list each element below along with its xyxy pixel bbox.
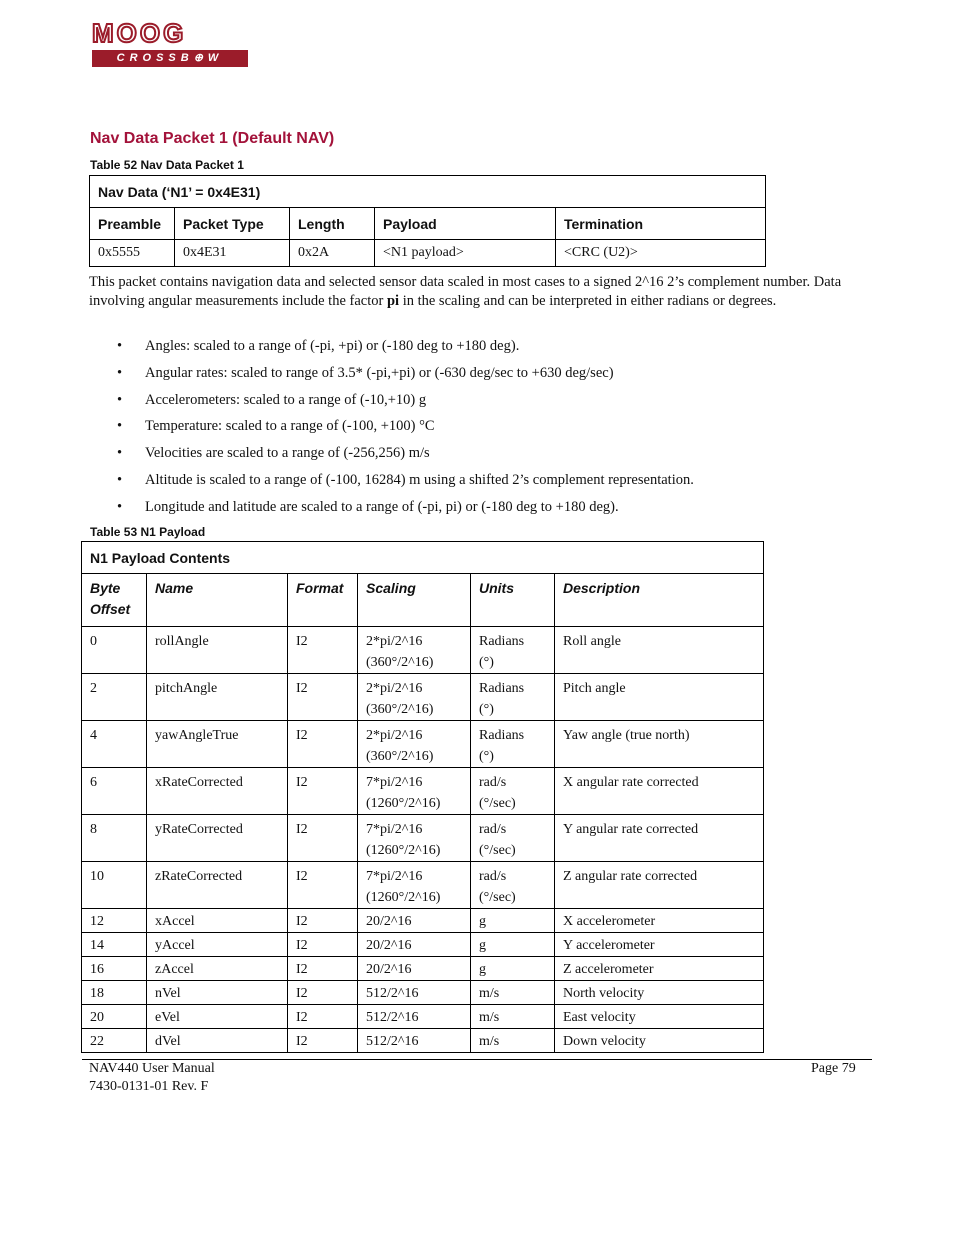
cell-byte-offset-text: 2 [90, 681, 97, 696]
cell-units [471, 674, 555, 721]
cell-name [147, 627, 288, 674]
cell-description [555, 957, 764, 981]
cell-format [288, 957, 358, 981]
cell-scaling-text: (360°/2^16) [366, 655, 434, 670]
cell-scaling-text: 20/2^16 [366, 962, 412, 977]
cell-units-text: m/s [479, 1010, 500, 1025]
list-item [117, 470, 694, 497]
list-item [117, 390, 694, 417]
cell-description [555, 815, 764, 862]
cell-scaling [358, 674, 471, 721]
bullet-icon: • [117, 471, 123, 488]
cell-description-text: Roll angle [563, 634, 621, 649]
cell-format [288, 815, 358, 862]
cell-units-text: rad/s [479, 869, 507, 884]
bullet-text: Velocities are scaled to a range of (-256,256) m/s [145, 445, 430, 462]
cell-format [288, 909, 358, 933]
cell-byte-offset-text: 20 [90, 1010, 104, 1025]
cell-units [471, 815, 555, 862]
cell-byte-offset-text: 12 [90, 914, 104, 929]
cell-format [288, 721, 358, 768]
cell-description-text: Z accelerometer [563, 962, 654, 977]
cell-units-text: (°) [479, 655, 494, 670]
footer-manual-title: NAV440 User Manual [89, 1061, 215, 1076]
cell-name-text: yAccel [155, 938, 195, 953]
cell-scaling [358, 815, 471, 862]
cell-scaling-text: 2*pi/2^16 [366, 728, 423, 743]
table2-title: N1 Payload Contents [82, 542, 764, 574]
cell-scaling [358, 981, 471, 1005]
cell-scaling-text: 512/2^16 [366, 986, 419, 1001]
cell-units-text: Radians [479, 634, 525, 649]
cell-description [555, 627, 764, 674]
table-row [82, 1005, 764, 1029]
cell-scaling-text: 7*pi/2^16 [366, 822, 423, 837]
cell-name [147, 981, 288, 1005]
cell-units-text: (°) [479, 702, 494, 717]
cell-units [471, 1005, 555, 1029]
cell-units [471, 957, 555, 981]
cell-description-text: X angular rate corrected [563, 775, 699, 790]
cell-units-text: (°/sec) [479, 843, 516, 858]
cell-format [288, 768, 358, 815]
table2-header-byte-offset [82, 574, 147, 627]
paragraph-bold-pi: pi [386, 292, 400, 309]
cell-description-text: Y angular rate corrected [563, 822, 699, 837]
cell-name [147, 1005, 288, 1029]
cell-scaling-text: (1260°/2^16) [366, 890, 441, 905]
table2-header-scaling: Scaling [358, 574, 471, 627]
cell-description [555, 768, 764, 815]
moog-crossbow-logo [92, 18, 250, 70]
cell-format [288, 627, 358, 674]
cell-byte-offset [82, 933, 147, 957]
cell-name-text: rollAngle [155, 634, 209, 649]
cell-units-text: g [479, 914, 486, 929]
table-row [82, 674, 764, 721]
cell-scaling [358, 1005, 471, 1029]
cell-name-text: zAccel [155, 962, 194, 977]
cell-scaling [358, 933, 471, 957]
table1-header-termination: Termination [556, 208, 766, 240]
table-row [82, 933, 764, 957]
cell-description-text: X accelerometer [563, 914, 656, 929]
cell-name [147, 909, 288, 933]
cell-units [471, 981, 555, 1005]
cell-scaling-text: 2*pi/2^16 [366, 634, 423, 649]
cell-byte-offset [82, 721, 147, 768]
cell-format-text: I2 [296, 986, 308, 1001]
cell-scaling-text: (1260°/2^16) [366, 843, 441, 858]
table1-header-payload: Payload [375, 208, 556, 240]
table1-header-packet-type: Packet Type [175, 208, 290, 240]
cell-format [288, 981, 358, 1005]
cell-scaling [358, 909, 471, 933]
cell-units [471, 1029, 555, 1053]
cell-byte-offset [82, 909, 147, 933]
cell-description [555, 674, 764, 721]
table1-value-length: 0x2A [290, 240, 375, 267]
cell-description-text: Z angular rate corrected [563, 869, 698, 884]
cell-name-text: dVel [155, 1034, 181, 1049]
cell-units [471, 909, 555, 933]
cell-scaling-text: 512/2^16 [366, 1034, 419, 1049]
cell-units-text: Radians [479, 728, 525, 743]
table-row [82, 721, 764, 768]
cell-scaling [358, 862, 471, 909]
cell-units-text: (°/sec) [479, 890, 516, 905]
table-row [82, 862, 764, 909]
cell-byte-offset [82, 627, 147, 674]
cell-scaling-text: (1260°/2^16) [366, 796, 441, 811]
nav-data-packet-table [89, 175, 766, 267]
table1-caption: Table 52 Nav Data Packet 1 [90, 158, 244, 172]
cell-name [147, 674, 288, 721]
cell-name [147, 957, 288, 981]
cell-units-text: rad/s [479, 775, 507, 790]
cell-byte-offset [82, 862, 147, 909]
cell-name-text: yawAngleTrue [155, 728, 239, 743]
cell-byte-offset-text: 16 [90, 962, 104, 977]
cell-byte-offset-text: 10 [90, 869, 104, 884]
cell-units-text: g [479, 938, 486, 953]
list-item [117, 416, 694, 443]
table2-body [82, 627, 764, 1053]
footer-page-number: Page 79 [811, 1061, 856, 1076]
cell-description-text: Y accelerometer [563, 938, 655, 953]
cell-format-text: I2 [296, 728, 308, 743]
table2-header-units: Units [471, 574, 555, 627]
cell-format-text: I2 [296, 775, 308, 790]
cell-byte-offset [82, 815, 147, 862]
table1-value-payload: <N1 payload> [375, 240, 556, 267]
n1-payload-table [81, 541, 764, 1053]
cell-format [288, 1029, 358, 1053]
bullet-text: Longitude and latitude are scaled to a range of (-pi, pi) or (-180 deg to +180 deg). [145, 498, 619, 515]
list-item [117, 443, 694, 470]
cell-format-text: I2 [296, 634, 308, 649]
cell-format [288, 674, 358, 721]
cell-description [555, 862, 764, 909]
table2-header-name: Name [147, 574, 288, 627]
table2-header-format: Format [288, 574, 358, 627]
table-row [82, 957, 764, 981]
cell-scaling [358, 1029, 471, 1053]
table1-value-preamble: 0x5555 [90, 240, 175, 267]
table-row [82, 1029, 764, 1053]
cell-units-text: rad/s [479, 822, 507, 837]
logo-subbrand-text: CROSSB⊕W [92, 50, 248, 67]
table-row [82, 627, 764, 674]
cell-byte-offset [82, 957, 147, 981]
cell-units-text: (°) [479, 749, 494, 764]
bullet-icon: • [117, 338, 123, 354]
cell-format-text: I2 [296, 962, 308, 977]
cell-description [555, 721, 764, 768]
cell-byte-offset [82, 1005, 147, 1029]
list-item [117, 497, 694, 524]
table1-title: Nav Data (‘N1’ = 0x4E31) [90, 176, 766, 208]
cell-units-text: g [479, 962, 486, 977]
cell-units-text: Radians [479, 681, 525, 696]
cell-scaling-text: 2*pi/2^16 [366, 681, 423, 696]
cell-scaling-text: 20/2^16 [366, 938, 412, 953]
list-item [117, 336, 694, 363]
cell-description [555, 933, 764, 957]
table-row [82, 815, 764, 862]
bullet-text: Altitude is scaled to a range of (-100, 16284) m using a shifted 2’s complement representation. [145, 471, 694, 488]
cell-byte-offset-text: 0 [90, 634, 97, 649]
cell-description-text: Down velocity [563, 1034, 646, 1049]
cell-units [471, 627, 555, 674]
cell-byte-offset-text: 8 [90, 822, 97, 837]
cell-scaling-text: 7*pi/2^16 [366, 869, 423, 884]
section-title: Nav Data Packet 1 (Default NAV) [90, 130, 335, 147]
cell-description [555, 909, 764, 933]
cell-scaling-text: 7*pi/2^16 [366, 775, 423, 790]
cell-description-text: Pitch angle [563, 681, 626, 696]
bullet-icon: • [117, 418, 123, 435]
cell-units [471, 768, 555, 815]
paragraph-text-2: in the scaling and can be interpreted in either radians or degrees. [399, 292, 777, 309]
table2-caption: Table 53 N1 Payload [90, 525, 206, 539]
cell-format-text: I2 [296, 938, 308, 953]
cell-name [147, 933, 288, 957]
cell-format [288, 862, 358, 909]
cell-name-text: zRateCorrected [155, 869, 243, 884]
bullet-text: Angles: scaled to a range of (-pi, +pi) or (-180 deg to +180 deg). [145, 338, 520, 354]
cell-description [555, 981, 764, 1005]
cell-name [147, 1029, 288, 1053]
bullet-text: Temperature: scaled to a range of (-100, +100) °C [145, 418, 435, 435]
cell-units-text: (°/sec) [479, 796, 516, 811]
cell-name-text: nVel [155, 986, 181, 1001]
description-paragraph [89, 273, 864, 310]
header-offset: Offset [90, 601, 131, 617]
cell-byte-offset [82, 768, 147, 815]
cell-name [147, 815, 288, 862]
cell-name-text: xRateCorrected [155, 775, 243, 790]
cell-format-text: I2 [296, 914, 308, 929]
cell-name-text: eVel [155, 1010, 180, 1025]
table1-header-length: Length [290, 208, 375, 240]
cell-scaling [358, 957, 471, 981]
cell-byte-offset [82, 1029, 147, 1053]
cell-name-text: pitchAngle [155, 681, 218, 696]
bullet-icon: • [117, 391, 123, 408]
bullet-icon: • [117, 364, 123, 381]
cell-format-text: I2 [296, 1010, 308, 1025]
footer-doc-number: 7430-0131-01 Rev. F [89, 1079, 209, 1094]
cell-format-text: I2 [296, 869, 308, 884]
bullet-text: Angular rates: scaled to range of 3.5* (-pi,+pi) or (-630 deg/sec to +630 deg/sec) [145, 364, 614, 381]
paragraph-text-1: This packet contains navigation data and selected sensor data scaled in most cases to a signed 2^16 2’s complement number. Data involving angular measurements include the factor [89, 274, 842, 309]
table1-value-termination: <CRC (U2)> [556, 240, 766, 267]
cell-scaling [358, 721, 471, 768]
table-row [82, 768, 764, 815]
cell-format-text: I2 [296, 681, 308, 696]
cell-byte-offset-text: 4 [90, 728, 97, 743]
cell-byte-offset-text: 22 [90, 1034, 104, 1049]
cell-byte-offset-text: 14 [90, 938, 104, 953]
bullet-icon: • [117, 445, 123, 462]
cell-description-text: East velocity [563, 1010, 636, 1025]
cell-description [555, 1029, 764, 1053]
list-item [117, 363, 694, 390]
cell-scaling-text: 512/2^16 [366, 1010, 419, 1025]
bullet-text: Accelerometers: scaled to a range of (-10,+10) g [145, 391, 427, 408]
cell-scaling-text: (360°/2^16) [366, 749, 434, 764]
header-byte: Byte [90, 580, 121, 596]
cell-name-text: xAccel [155, 914, 195, 929]
cell-units [471, 933, 555, 957]
table1-value-packet-type: 0x4E31 [175, 240, 290, 267]
cell-units [471, 721, 555, 768]
cell-scaling-text: (360°/2^16) [366, 702, 434, 717]
cell-format [288, 1005, 358, 1029]
cell-name [147, 721, 288, 768]
cell-format-text: I2 [296, 822, 308, 837]
scaling-bullet-list [117, 336, 694, 524]
bullet-icon: • [117, 498, 123, 515]
cell-description-text: Yaw angle (true north) [563, 728, 690, 743]
cell-scaling-text: 20/2^16 [366, 914, 412, 929]
table-row [82, 981, 764, 1005]
cell-format [288, 933, 358, 957]
cell-description [555, 1005, 764, 1029]
table1-header-preamble: Preamble [90, 208, 175, 240]
cell-name-text: yRateCorrected [155, 822, 243, 837]
cell-byte-offset-text: 18 [90, 986, 104, 1001]
table-row [82, 909, 764, 933]
logo-brand-text: MOOG [92, 18, 187, 48]
cell-byte-offset [82, 981, 147, 1005]
cell-byte-offset-text: 6 [90, 775, 97, 790]
cell-scaling [358, 627, 471, 674]
cell-format-text: I2 [296, 1034, 308, 1049]
cell-units-text: m/s [479, 1034, 500, 1049]
cell-scaling [358, 768, 471, 815]
cell-byte-offset [82, 674, 147, 721]
table2-header-description: Description [555, 574, 764, 627]
cell-description-text: North velocity [563, 986, 645, 1001]
cell-units-text: m/s [479, 986, 500, 1001]
cell-name [147, 862, 288, 909]
cell-name [147, 768, 288, 815]
cell-units [471, 862, 555, 909]
